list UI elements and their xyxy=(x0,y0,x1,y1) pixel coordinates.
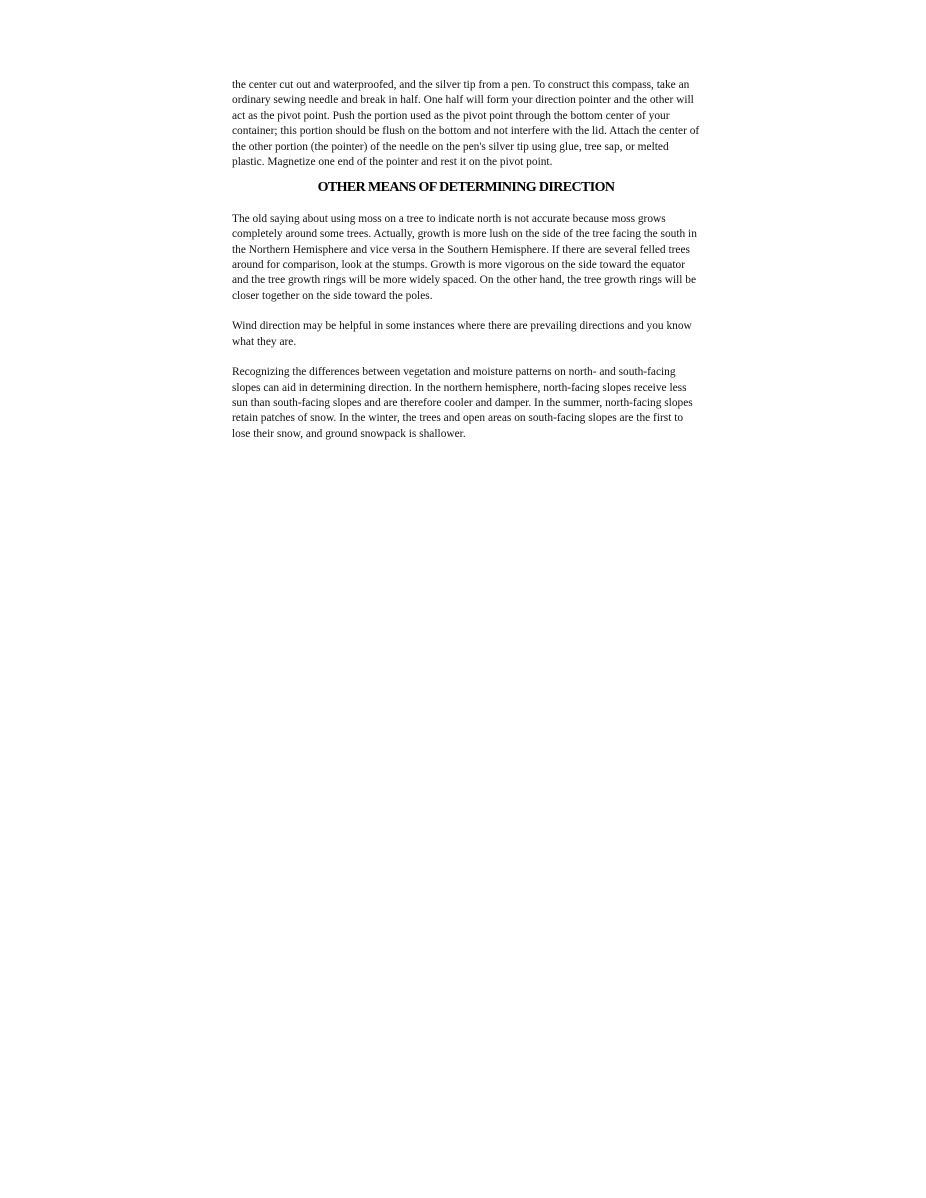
section-heading: OTHER MEANS OF DETERMINING DIRECTION xyxy=(317,180,615,196)
paragraph-wind: Wind direction may be helpful in some instances where there are prevailing directions and you know what they are. xyxy=(232,320,692,348)
paragraph-slopes: Recognizing the differences between vegetation and moisture patterns on north- and south-facing slopes can aid in determining direction. In the northern hemisphere, north-facing slopes receive less sun than south-facing slopes and are therefore cooler and damper. In the summer, north-facing slopes retain patches of snow. In the winter, the trees and open areas on south-facing slopes are the first to lose their snow, and ground snowpack is shallower. xyxy=(232,366,693,440)
paragraph-moss: The old saying about using moss on a tree to indicate north is not accurate because moss grows completely around some trees. Actually, growth is more lush on the side of the tree facing the south in the Northern Hemisphere and vice versa in the Southern Hemisphere. If there are several felled trees around for comparison, look at the stumps. Growth is more vigorous on the side toward the equator and the tree growth rings will be more widely spaced. On the other hand, the tree growth rings will be closer together on the side toward the poles. xyxy=(232,212,697,302)
continued-paragraph: the center cut out and waterproofed, and the silver tip from a pen. To construct this compass, take an ordinary sewing needle and break in half. One half will form your direction pointer and the other will act as the pivot point. Push the portion used as the pivot point through the bottom center of your container; this portion should be flush on the bottom and not interfere with the lid. Attach the center of the other portion (the pointer) of the needle on the pen's silver tip using glue, tree sap, or melted plastic. Magnetize one end of the pointer and rest it on the pivot point. xyxy=(232,79,700,169)
page-content xyxy=(232,78,700,442)
